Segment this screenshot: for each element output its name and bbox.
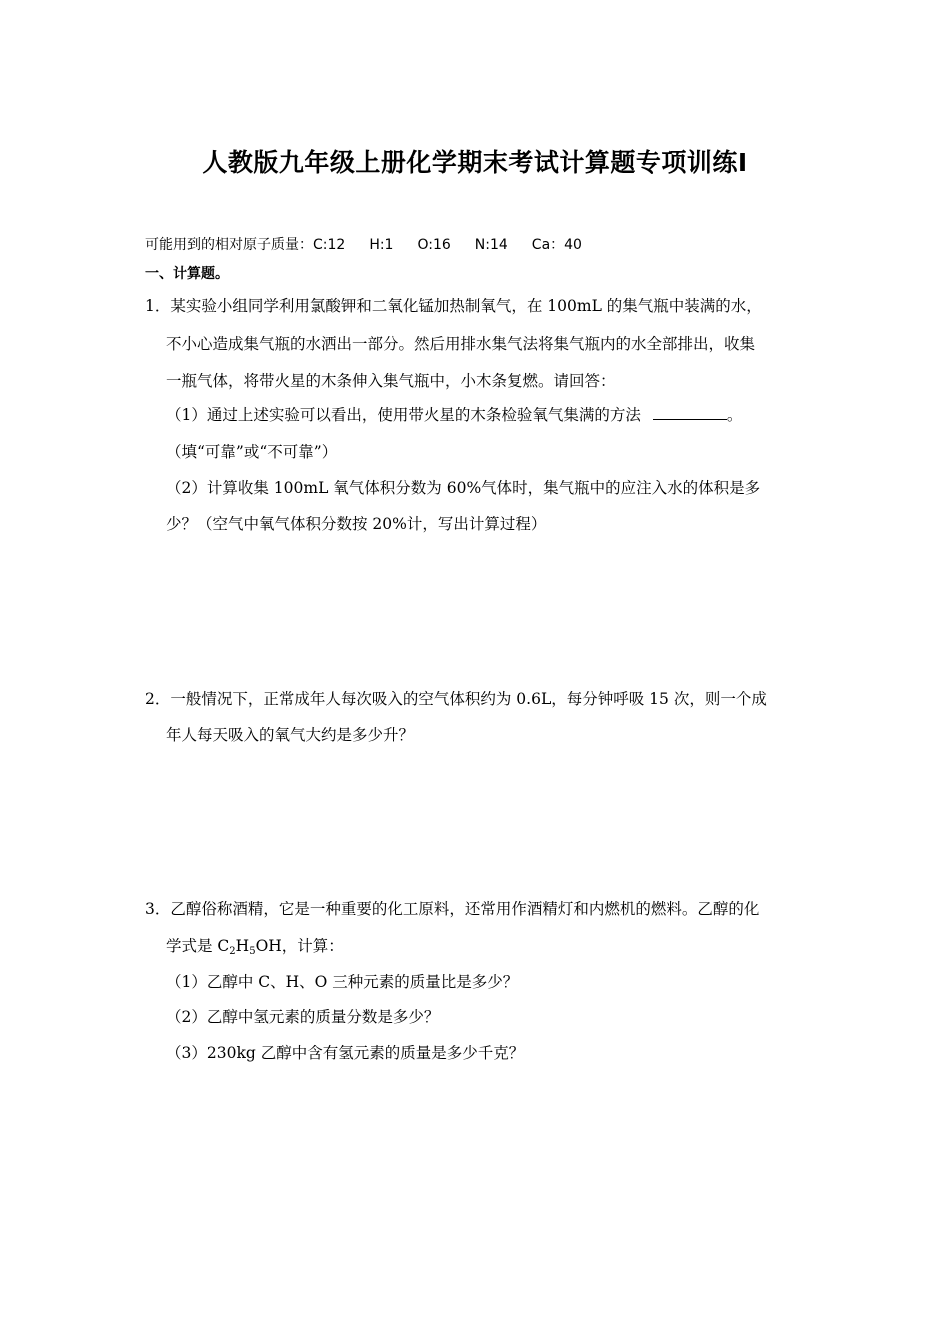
question-1-sub-1-hint: （填“可靠”或“不可靠”）	[166, 443, 338, 461]
question-number: 3．	[145, 900, 171, 918]
page-title: 人教版九年级上册化学期末考试计算题专项训练Ⅰ	[202, 148, 748, 177]
section-heading: 一、计算题。	[145, 266, 229, 282]
question-1-line-1: 1．某实验小组同学利用氯酸钾和二氧化锰加热制氧气，在 100mL 的集气瓶中装满的水，	[145, 297, 762, 315]
atomic-mass-item: N:14	[474, 237, 508, 253]
atomic-mass-item: Ca：40	[531, 237, 582, 253]
atomic-mass-item: C:12	[313, 237, 346, 253]
question-3-line-1: 3．乙醇俗称酒精，它是一种重要的化工原料，还常用作酒精灯和内燃机的燃料。乙醇的化	[145, 900, 760, 918]
atomic-mass-label: 可能用到的相对原子质量：	[145, 237, 313, 253]
atomic-mass-item: H:1	[369, 237, 394, 253]
question-1-sub-1: （1）通过上述实验可以看出，使用带火星的木条检验氧气集满的方法 。	[166, 406, 743, 424]
question-3-sub-1: （1）乙醇中 C、H、O 三种元素的质量比是多少？	[166, 973, 519, 991]
question-1-line-2: 不小心造成集气瓶的水洒出一部分。然后用排水集气法将集气瓶内的水全部排出，收集	[166, 335, 756, 353]
question-number: 2．	[145, 690, 171, 708]
question-3-sub-3: （3）230kg 乙醇中含有氢元素的质量是多少千克？	[166, 1044, 525, 1062]
question-1-line-3: 一瓶气体，将带火星的木条伸入集气瓶中，小木条复燃。请回答：	[166, 372, 616, 390]
question-1-sub-2-line-1: （2）计算收集 100mL 氧气体积分数为 60%气体时，集气瓶中的应注入水的体积是多	[166, 479, 761, 497]
answer-blank[interactable]	[653, 405, 727, 420]
question-number: 1．	[145, 297, 171, 315]
question-2-line-2: 年人每天吸入的氧气大约是多少升？	[166, 726, 415, 744]
question-1-sub-2-line-2: 少？（空气中氧气体积分数按 20%计，写出计算过程）	[166, 515, 547, 533]
question-3-formula-line: 学式是 $C_2H_5OH$，计算：	[166, 937, 344, 957]
question-3-sub-2: （2）乙醇中氢元素的质量分数是多少？	[166, 1008, 440, 1026]
atomic-mass-line	[145, 234, 582, 254]
question-2-line-1: 2．一般情况下，正常成年人每次吸入的空气体积约为 0.6L，每分钟呼吸 15 次，则一个成	[145, 690, 767, 708]
atomic-mass-item: O:16	[417, 237, 451, 253]
